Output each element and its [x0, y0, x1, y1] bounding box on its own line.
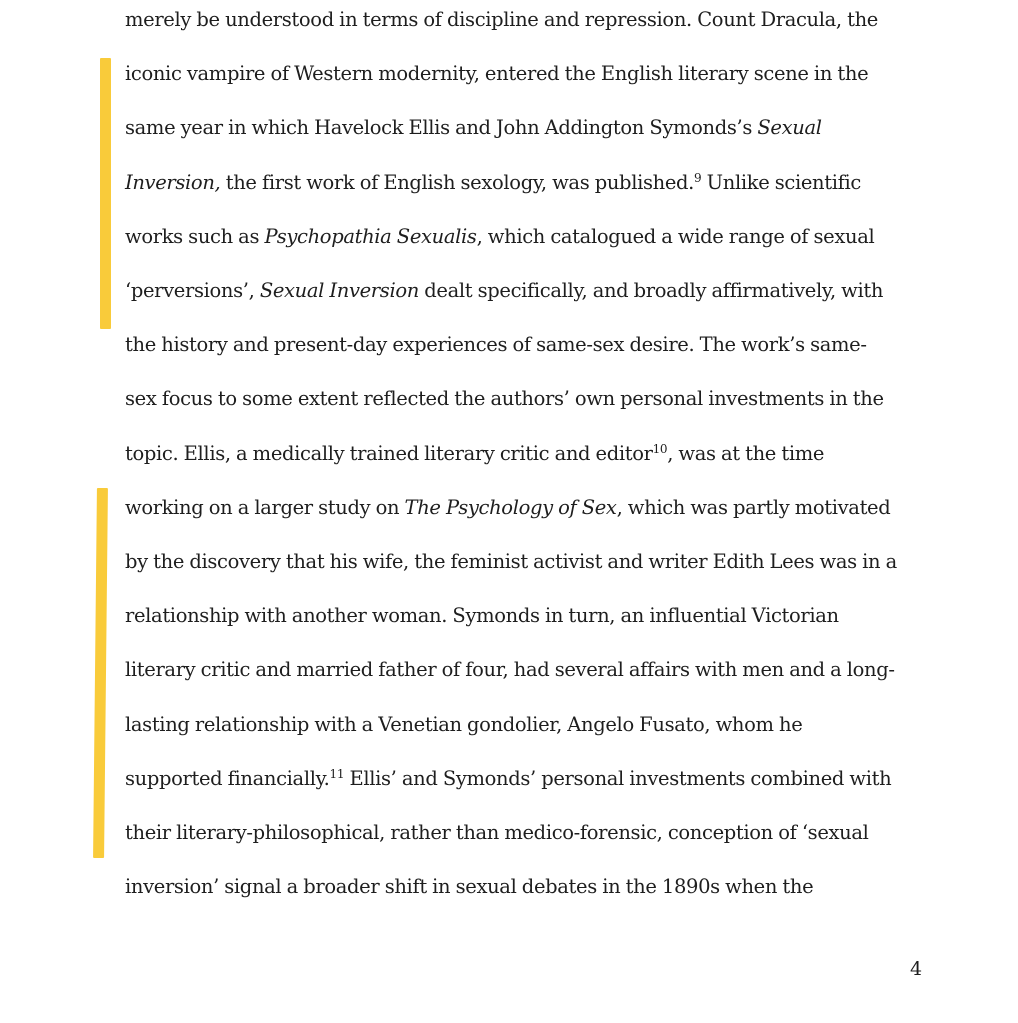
text-run: their literary-philosophical, rather than medico-forensic, conception of ‘sexual: [125, 821, 869, 844]
text-line: [125, 602, 839, 630]
text-run: dealt specifically, and broadly affirmatively, with: [418, 279, 884, 302]
text-run: by the discovery that his wife, the feminist activist and writer Edith Lees was in a: [125, 550, 897, 573]
text-run: Unlike scientific: [701, 170, 861, 194]
text-line: [125, 6, 878, 34]
text-line: [125, 656, 895, 684]
text-run: same year in which Havelock Ellis and John Addington Symonds’s: [125, 116, 758, 140]
text-line: [125, 765, 891, 793]
text-run: iconic vampire of Western modernity, entered the English literary scene in the: [125, 62, 869, 86]
text-line: [125, 494, 890, 522]
highlight-bar-1: [100, 58, 111, 329]
italic-title: Inversion,: [125, 170, 221, 194]
text-run: the history and present-day experiences of same-sex desire. The work’s same-: [125, 333, 867, 357]
footnote-marker: 10: [652, 441, 668, 456]
text-run: literary critic and married father of four, had several affairs with men and a long-: [125, 658, 895, 682]
text-run: ‘perversions’,: [125, 279, 260, 302]
text-line: [125, 114, 822, 142]
footnote-marker: 9: [694, 170, 702, 185]
text-run: inversion’ signal a broader shift in sexual debates in the 1890s when the: [125, 875, 814, 899]
text-line: [125, 819, 869, 847]
italic-title: Psychopathia Sexualis: [264, 224, 477, 248]
text-run: sex focus to some extent reflected the authors’ own personal investments in the: [125, 387, 884, 411]
text-run: merely be understood in terms of discipline and repression. Count Dracula, the: [125, 8, 878, 31]
italic-title: Sexual Inversion: [259, 279, 419, 302]
text-line: [125, 385, 884, 413]
text-line: [125, 873, 813, 901]
text-run: working on a larger study on: [125, 495, 405, 519]
text-line: [125, 331, 867, 359]
text-run: , was at the time: [667, 441, 825, 465]
text-run: lasting relationship with a Venetian gondolier, Angelo Fusato, whom he: [125, 712, 803, 736]
text-line: [125, 169, 861, 197]
highlight-bar-2: [93, 488, 108, 858]
italic-title: The Psychology of Sex: [404, 495, 617, 519]
text-run: supported financially.: [125, 766, 330, 790]
text-run: , which catalogued a wide range of sexual: [476, 224, 875, 248]
text-line: [125, 60, 868, 88]
text-run: , which was partly motivated: [616, 495, 891, 519]
text-line: [125, 277, 883, 305]
text-run: the first work of English sexology, was published.: [220, 170, 695, 194]
page-number: 4: [910, 958, 923, 980]
text-run: works such as: [125, 224, 265, 248]
text-run: Ellis’ and Symonds’ personal investments combined with: [344, 766, 892, 790]
text-run: relationship with another woman. Symonds in turn, an influential Victorian: [125, 604, 839, 628]
text-run: topic. Ellis, a medically trained literary critic and editor: [125, 441, 653, 465]
italic-title: Sexual: [757, 116, 822, 140]
text-line: [125, 711, 802, 739]
footnote-marker: 11: [329, 766, 345, 781]
text-line: [125, 548, 897, 576]
text-line: [125, 223, 874, 251]
text-line: [125, 440, 824, 468]
